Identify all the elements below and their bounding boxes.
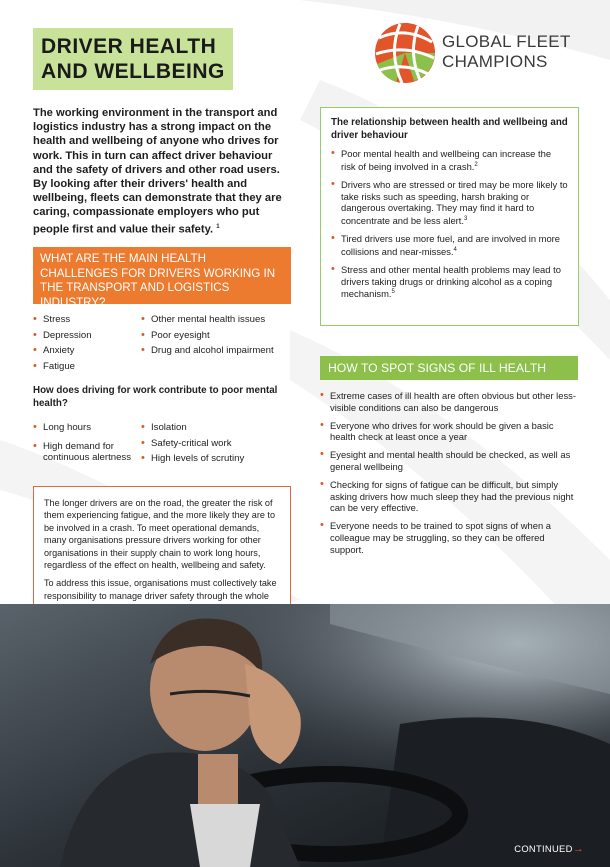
list-item: • Checking for signs of fatigue can be difficult, but simply asking drivers how much sleep they had the previous night can be very effective. bbox=[320, 479, 578, 514]
list-item bbox=[331, 179, 568, 227]
list-item: • Stress bbox=[33, 314, 138, 326]
challenges-list-col2 bbox=[141, 314, 291, 361]
page-title bbox=[41, 34, 225, 84]
list-item: • Anxiety bbox=[33, 345, 138, 357]
list-item: • High demand for continuous alertness bbox=[33, 441, 138, 464]
list-item bbox=[331, 264, 568, 301]
item-text: Poor mental health and wellbeing can increase the risk of being involved in a crash. bbox=[341, 148, 552, 172]
relationship-heading: The relationship between health and wellbeing and driver behaviour bbox=[331, 117, 568, 141]
driving-list-col1 bbox=[33, 422, 138, 468]
challenges-list-col1 bbox=[33, 314, 138, 376]
list-item: • Extreme cases of ill health are often obvious but other less-visible conditions can also be dangerous bbox=[320, 390, 578, 414]
driving-heading: How does driving for work contribute to poor mental health? bbox=[33, 385, 278, 409]
list-item bbox=[331, 233, 568, 258]
relationship-callout bbox=[320, 107, 579, 326]
list-item: • Long hours bbox=[33, 422, 138, 434]
intro-ref: 1 bbox=[216, 223, 220, 230]
item-ref: 4 bbox=[453, 246, 457, 253]
list-item bbox=[331, 148, 568, 173]
globe-logo-icon bbox=[374, 22, 436, 84]
fatigue-paragraph-1: The longer drivers are on the road, the greater the risk of them experiencing fatigue, and the more likely they are to be involved in a crash. To meet operational demands, many organisations pressure drivers working for other organisations in their supply chain to work long hours, regardless of the effect on health, wellbeing and safety. bbox=[44, 498, 276, 571]
challenges-heading: WHAT ARE THE MAIN HEALTH CHALLENGES FOR DRIVERS WORKING IN THE TRANSPORT AND LOGISTICS INDUSTRY? bbox=[33, 247, 291, 304]
arrow-right-icon: → bbox=[572, 843, 584, 855]
list-item: • Everyone needs to be trained to spot signs of when a colleague may be struggling, so they can be offered support. bbox=[320, 520, 578, 555]
logo-text bbox=[442, 32, 571, 72]
item-text: Tired drivers use more fuel, and are involved in more collisions and near-misses. bbox=[341, 233, 561, 257]
item-text: Stress and other mental health problems may lead to drivers taking drugs or drinking alcohol as a coping mechanism. bbox=[341, 263, 561, 300]
list-item: • Safety-critical work bbox=[141, 438, 291, 450]
driver-photo bbox=[0, 604, 610, 867]
signs-heading: HOW TO SPOT SIGNS OF ILL HEALTH bbox=[320, 356, 578, 380]
list-item: • Fatigue bbox=[33, 361, 138, 373]
list-item: • High levels of scrutiny bbox=[141, 453, 291, 465]
logo-line-1: GLOBAL FLEET bbox=[442, 32, 571, 51]
list-item: • Other mental health issues bbox=[141, 314, 291, 326]
item-text: Drivers who are stressed or tired may be more likely to take risks such as speeding, harsh braking or dangerous overtaking. They may find it hard to concentrate and be less alert. bbox=[341, 178, 568, 227]
driving-list-col2 bbox=[141, 422, 291, 469]
list-item: • Everyone who drives for work should be given a basic health check at least once a year bbox=[320, 420, 578, 444]
title-line-2: AND WELLBEING bbox=[41, 60, 225, 83]
item-ref: 3 bbox=[464, 216, 468, 223]
title-line-1: DRIVER HEALTH bbox=[41, 35, 217, 58]
intro-text: The working environment in the transport and logistics industry has a strong impact on the health and wellbeing of anyone who drives for work. This in turn can affect driver behaviour and the safety of drivers and other road users. By looking after their drivers' health and wellbeing, fleets can demonstrate that they are caring, compassionate employers who put people first and value their safety. bbox=[33, 107, 282, 236]
list-item: • Depression bbox=[33, 330, 138, 342]
item-ref: 5 bbox=[391, 289, 395, 296]
list-item: • Isolation bbox=[141, 422, 291, 434]
signs-section bbox=[320, 390, 578, 562]
list-item: • Eyesight and mental health should be checked, as well as general wellbeing bbox=[320, 449, 578, 473]
tired-driver-illustration bbox=[0, 604, 610, 867]
signs-list bbox=[320, 390, 578, 556]
intro-paragraph bbox=[33, 106, 291, 237]
relationship-list bbox=[331, 148, 568, 300]
global-fleet-champions-logo bbox=[374, 22, 584, 84]
title-banner bbox=[33, 28, 233, 90]
item-ref: 2 bbox=[474, 161, 478, 168]
logo-line-2: CHAMPIONS bbox=[442, 52, 548, 71]
list-item: • Drug and alcohol impairment bbox=[141, 345, 291, 357]
list-item: • Poor eyesight bbox=[141, 330, 291, 342]
continued-link[interactable] bbox=[514, 843, 584, 855]
continued-label: CONTINUED bbox=[514, 843, 573, 854]
fatigue-paragraph-2: To address this issue, organisations must collectively take responsibility to manage driver safety through the whole bbox=[44, 578, 277, 601]
